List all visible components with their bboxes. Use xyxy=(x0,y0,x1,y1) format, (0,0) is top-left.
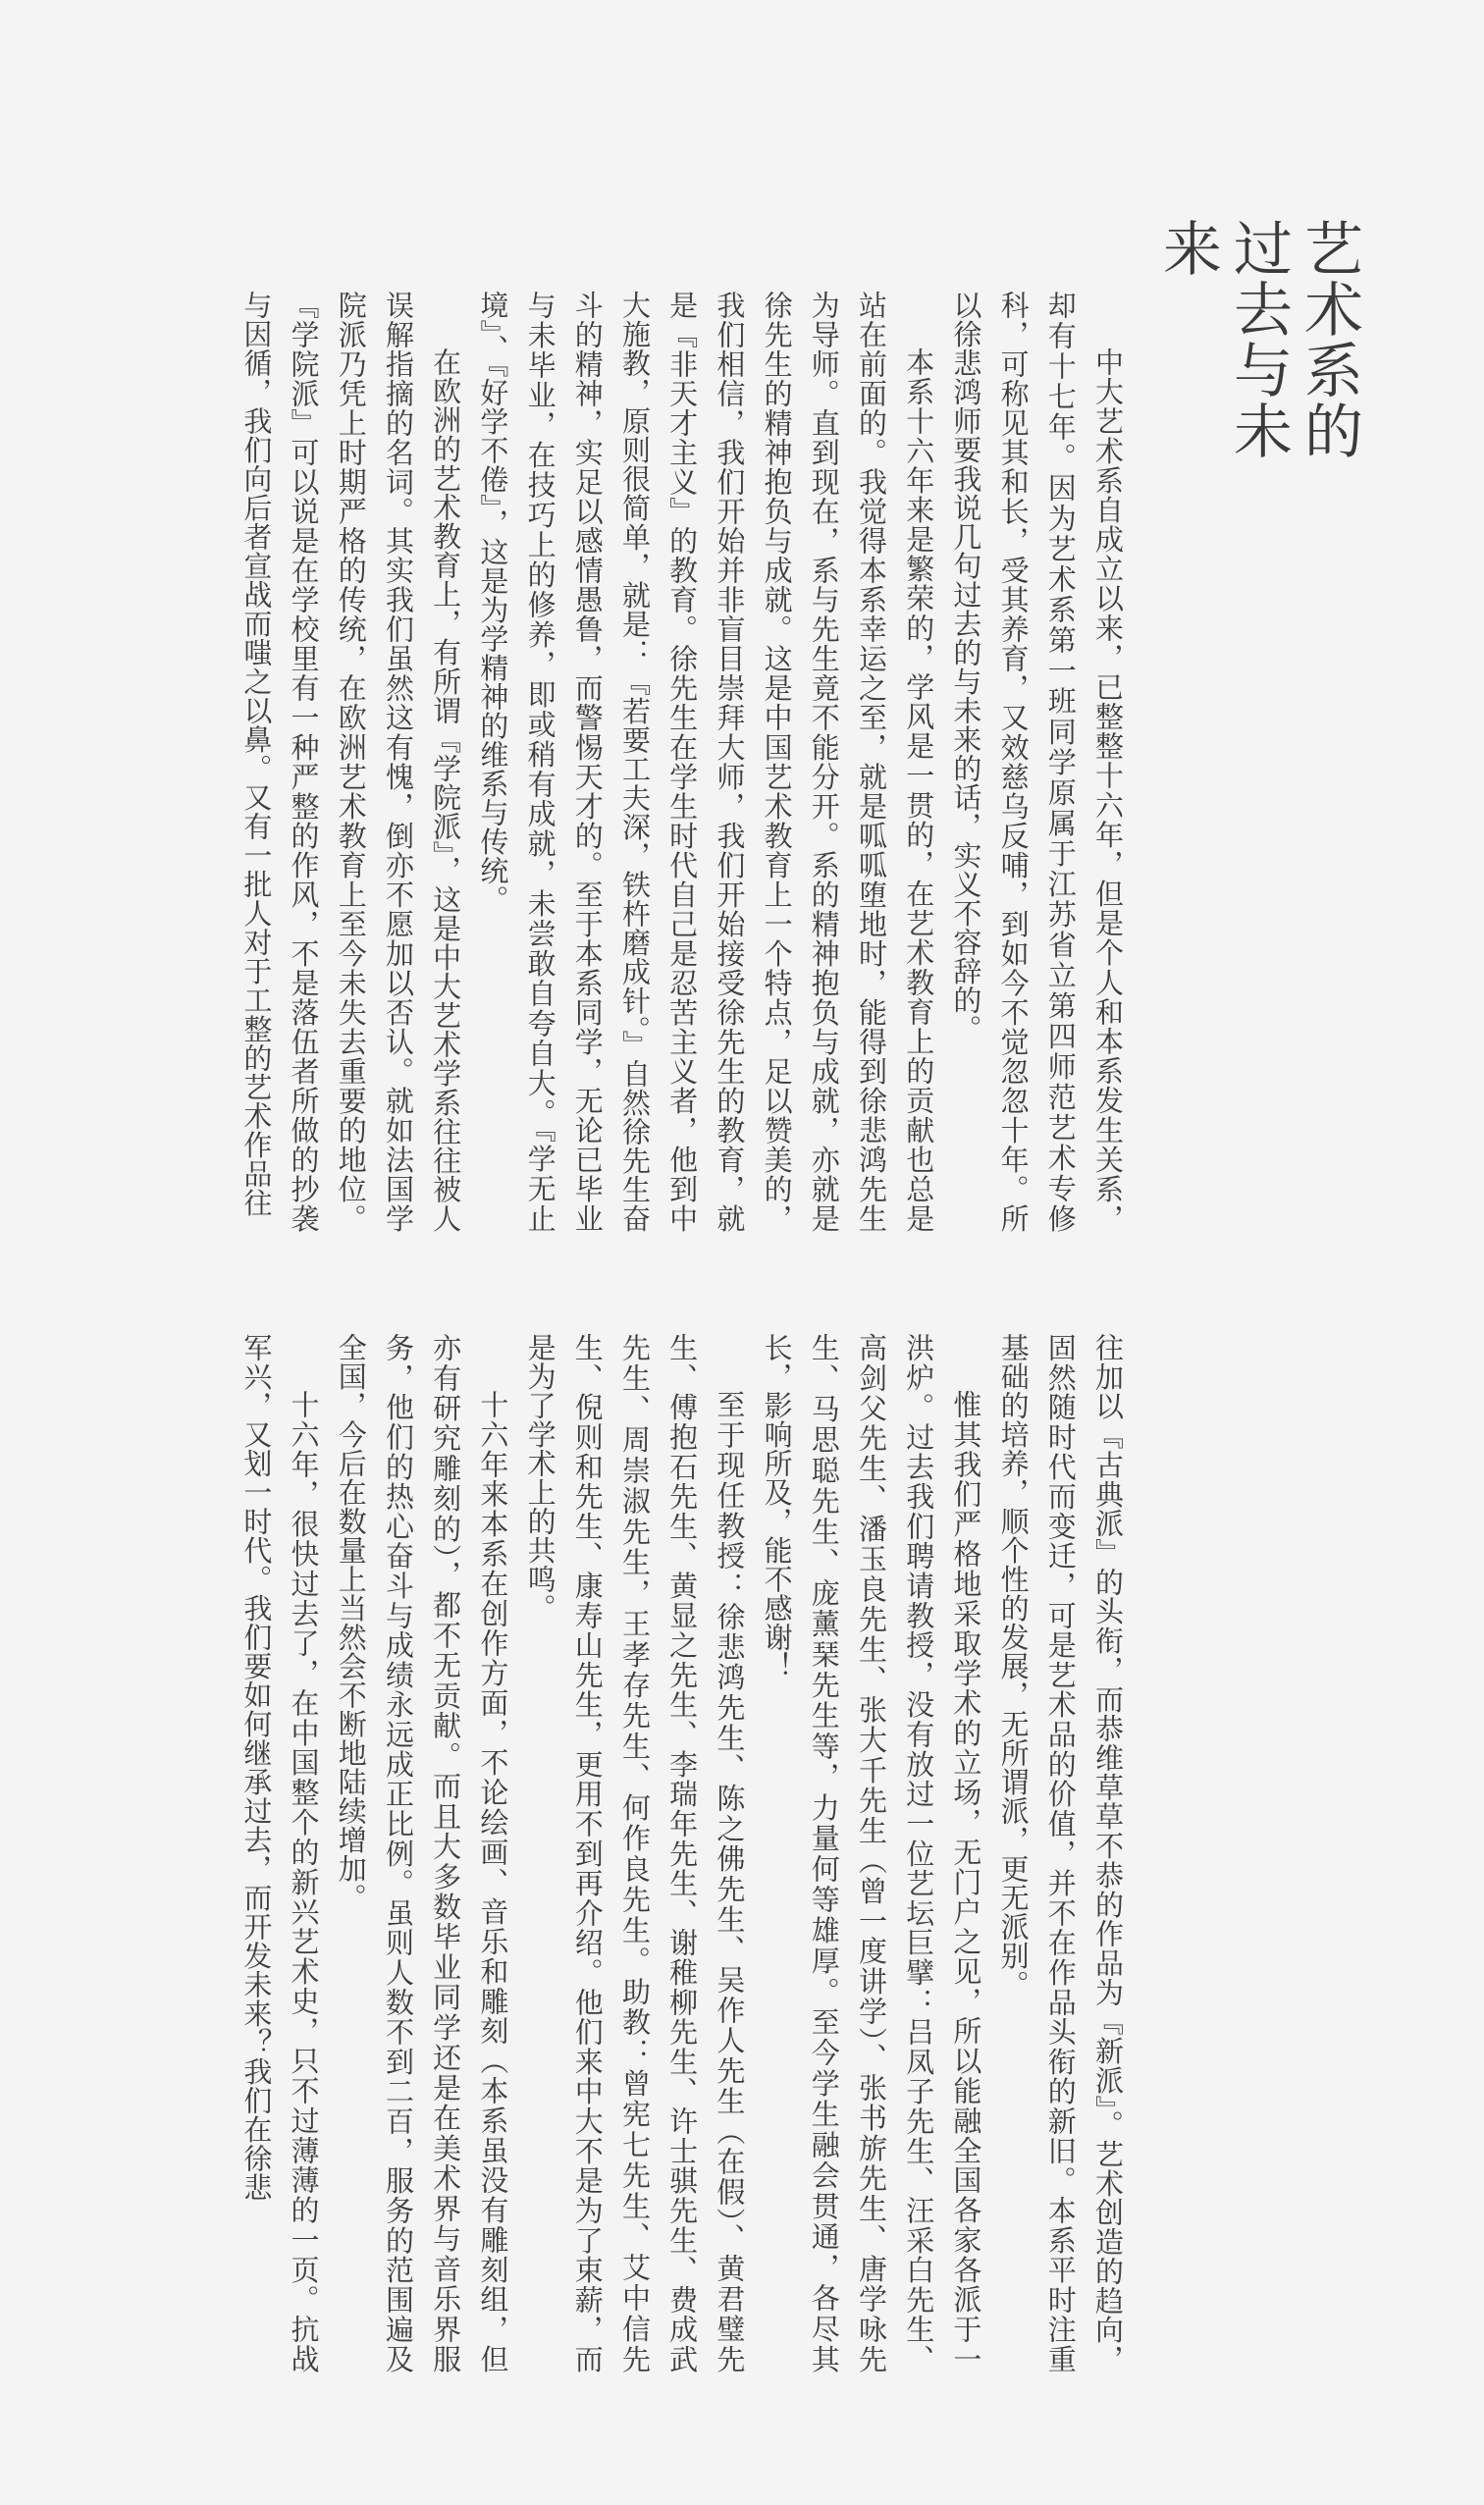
paragraph: 在欧洲的艺术教育上，有所谓『学院派』，这是中大艺术学系往往被人误解指摘的名词。其实我们虽然这有愧，倒亦不愿加以否认。就如法国学院派乃凭上时期严格的传统，在欧洲艺术教育上至今未失去重要的地位。『学院派』可以说是在学校里有一种严整的作风，不是落伍者所做的抄袭与因循，我们向后者宣战而嗤之以鼻。又有一批人对于工整的艺术作品往 xyxy=(239,291,463,1233)
paragraph: 十六年，很快过去了，在中国整个的新兴艺术史，只不过薄薄的一页。抗战军兴，又划一时代。我们要如何继承过去，而开发未来？我们在徐悲 xyxy=(239,1333,321,2373)
paragraph: 十六年来本系在创作方面，不论绘画、音乐和雕刻（本系虽没有雕刻组，但亦有研究雕刻的），都不无贡献。而且大多数毕业同学还是在美术界与音乐界服务，他们的热心奋斗与成绩永远成正比例。虽则人数不到二百，服务的范围遍及全国，今后在数量上当然会不断地陆续增加。 xyxy=(334,1333,510,2373)
text-block-top xyxy=(194,291,1132,1233)
article-title xyxy=(1153,218,1364,512)
paragraph: 惟其我们严格地采取学术的立场，无门户之见，所以能融全国各家各派于一洪炉。过去我们聘请教授，没有放过一位艺坛巨擘：吕凤子先生、汪采白先生、高剑父先生、潘玉良先生、张大千先生（曾一度讲学）、张书旂先生、唐学咏先生、马思聪先生、庞薰琹先生等，力量何等雄厚。至今学生融会贯通，各尽其长，影响所及，能不感谢！ xyxy=(760,1333,983,2373)
paragraph: 本系十六年来是繁荣的，学风是一贯的，在艺术教育上的贡献也总是站在前面的。我觉得本系幸运之至，就是呱呱堕地时，能得到徐悲鸿先生为导师。直到现在，系与先生竟不能分开。系的精神抱负与成就，亦就是徐先生的精神抱负与成就。这是中国艺术教育上一个特点，足以赞美的，我们相信，我们开始并非盲目崇拜大师，我们开始接受徐先生的教育，就是『非天才主义』的教育。徐先生在学生时代自己是忍苦主义者，他到中大施教，原则很简单，就是：『若要工夫深，铁杵磨成针。』自然徐先生奋斗的精神，实足以感情愚鲁，而警惕天才的。至于本系同学，无论已毕业与未毕业，在技巧上的修养，即或稍有成就，未尝敢自夸自大。『学无止境』、『好学不倦』，这是为学精神的维系与传统。 xyxy=(476,291,936,1233)
paragraph: 至于现任教授：徐悲鸿先生、陈之佛先生、吴作人先生（在假）、黄君璧先生、傅抱石先生、黄显之先生、李瑞年先生、谢稚柳先生、许士骐先生、费成武先生、周崇淑先生，王孝存先生、何作良先生。助教：曾宪七先生、艾中信先生、倪则和先生、康寿山先生，更用不到再介绍。他们来中大不是为了束薪，而是为了学术上的共鸣。 xyxy=(523,1333,747,2373)
title-line-1: 艺术系的 xyxy=(1295,218,1363,461)
paragraph: 往加以『古典派』的头衔，而恭维草草不恭的作品为『新派』。艺术创造的趋向，固然随时代而变迁，可是艺术品的价值，并不在作品头衔的新旧。本系平时注重基础的培养，顺个性的发展，无所谓派，更无派别。 xyxy=(996,1333,1125,2373)
text-block-bottom xyxy=(194,1333,1132,2373)
title-line-2: 过去与未来 xyxy=(1153,218,1293,461)
paragraph: 中大艺术系自成立以来，已整整十六年，但是个人和本系发生关系，却有十七年。因为艺术系第一班同学原属于江苏省立第四师范艺术专修科，可称见其和长，受其养育，又效慈乌反哺，到如今不觉忽忽十年。所以徐悲鸿师要我说几句过去的与未来的话，实义不容辞的。 xyxy=(949,291,1125,1233)
